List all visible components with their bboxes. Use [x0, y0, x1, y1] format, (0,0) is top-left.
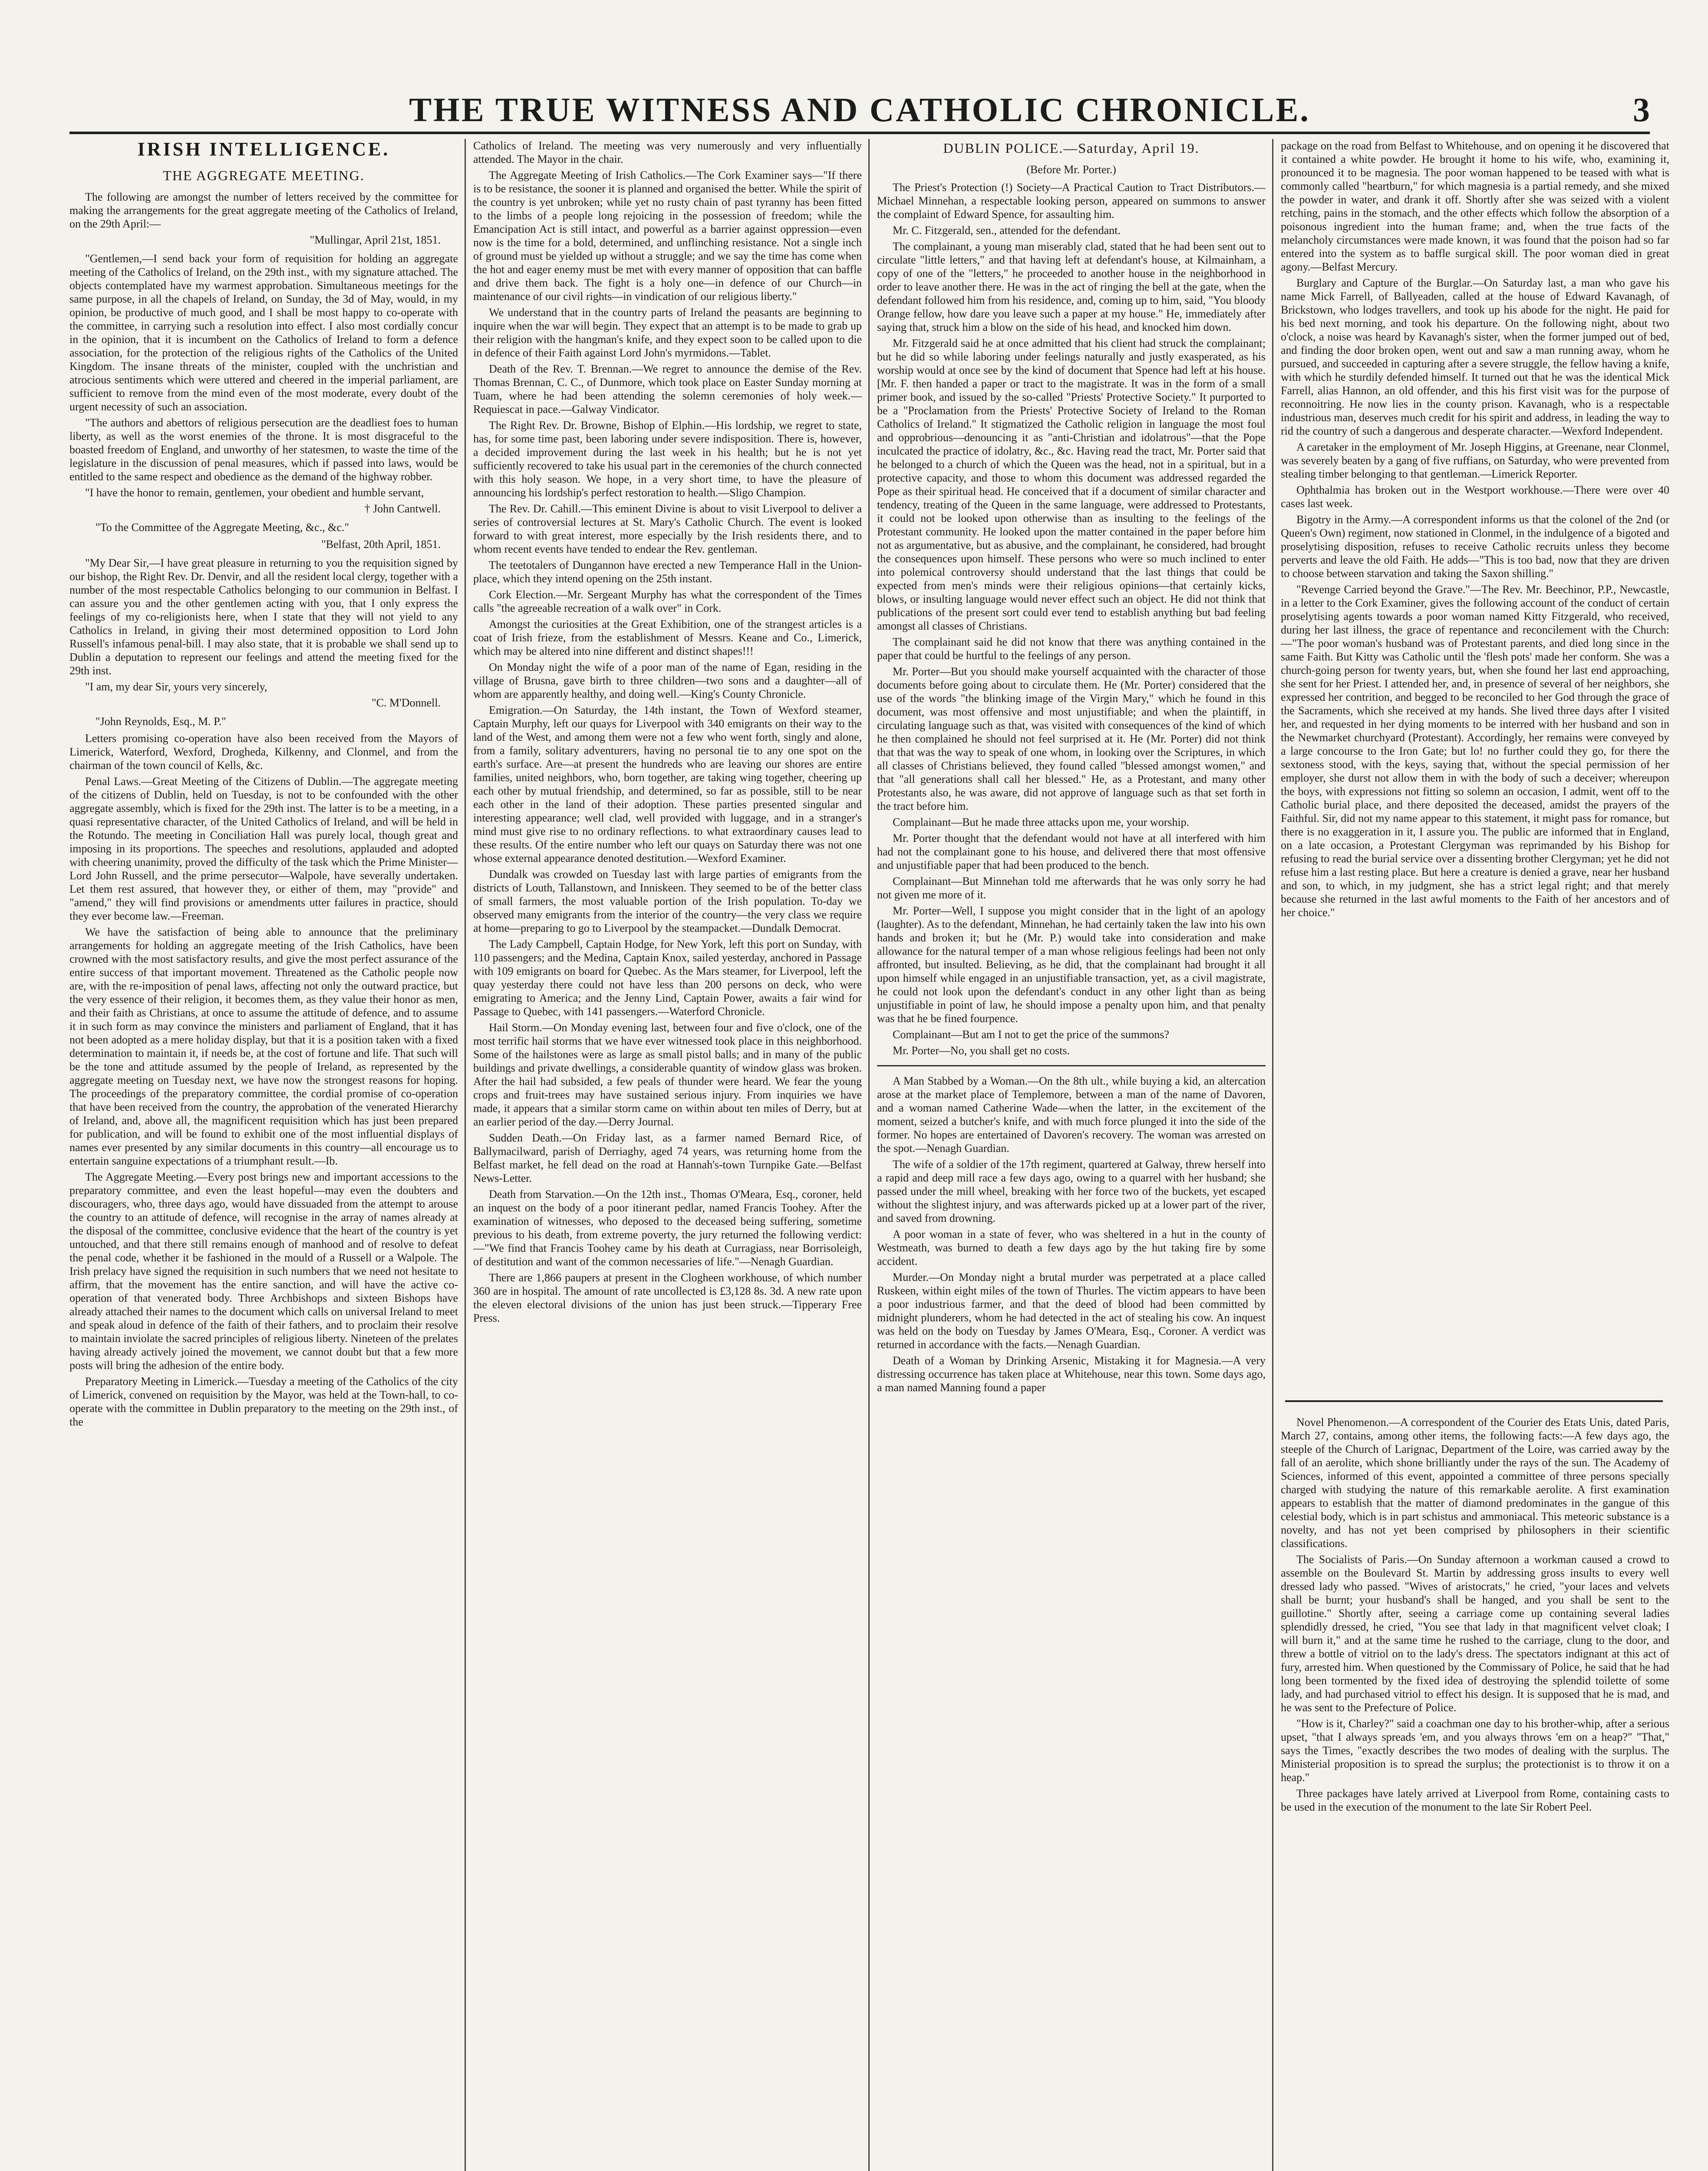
column-divider [1272, 139, 1273, 2171]
article-subheading: (Before Mr. Porter.) [1026, 163, 1116, 176]
article-paragraph: A poor woman in a state of fever, who was sheltered in a hut in the county of Westmeath, was burned to death a few days ago by the hut taking fire by some accident. [877, 1228, 1266, 1267]
column-1 [69, 139, 458, 2171]
column-3 [877, 139, 1266, 2171]
article-paragraph: Mr. Porter—Well, I suppose you might consider that in the light of an apology (laughter). As to the defendant, Minnehan, he had certainly taken the law into his own hands and broken it; but he (Mr. P.) would take into consideration and make allowance for the natural temper of a man whose religious feelings had been not only affronted, but insulted. Believing, as he did, that the complainant had brought it all upon himself while engaged in an unjustifiable transaction, yet, as a civil magistrate, he could not look upon the defendant's conduct in any other light than as being unjustifiable in point of law, he should impose a penalty upon him, and that penalty was that he be fined fourpence. [877, 904, 1266, 1025]
article-paragraph: Letters promising co-operation have also been received from the Mayors of Limerick, Waterford, Wexford, Drogheda, Kilkenny, and Clonmel, and from the chairman of the town council of Kells, &c. [69, 732, 458, 772]
article-paragraph: Mr. Porter thought that the defendant would not have at all interfered with him had not the complainant gone to his house, and delivered there that most offensive and unjustifiable paper that had been produced to the bench. [877, 832, 1266, 871]
article-paragraph: Complainant—But he made three attacks upon me, your worship. [893, 816, 1190, 828]
article-paragraph: A caretaker in the employment of Mr. Joseph Higgins, at Greenane, near Clonmel, was severely beaten by a gang of five ruffians, on Saturday, who were prevented from stealing timber belonging to that gentleman.—Limerick Reporter. [1281, 441, 1669, 480]
article-heading-aggregate-meeting: THE AGGREGATE MEETING. [163, 168, 365, 183]
article-arsenic: Death of a Woman by Drinking Arsenic, Mistaking it for Magnesia.—A very distressing occurrence has taken place at Whitehouse, near this town. Some days ago, a man named Manning found a paper [877, 1354, 1266, 1394]
letter-signature: "C. M'Donnell. [371, 696, 441, 709]
article-penal-laws: Penal Laws.—Great Meeting of the Citizens of Dublin.—The aggregate meeting of the citizens of Dublin, held on Tuesday, is not to be confounded with the other aggregate assembly, which is fixed for the 29th inst. The latter is to be a meeting, in a quasi representative character, of the United Catholics of Ireland, and will be held in the Rotundo. The meeting in Conciliation Hall was purely local, though great and imposing in its proportions. The speeches and resolutions, applauded and adopted with cheering unanimity, proved the difficulty of the task which the Prime Minister—Lord John Russell, and the prime persecutor—Walpole, have severally undertaken. Let them rest assured, that however they, or either of them, may "provide" and "amend," they will find provisions or amendments utter failures in practice, should they ever become law.—Freeman. [69, 775, 458, 922]
article-paragraph: We understand that in the country parts of Ireland the peasants are beginning to inquire when the war will begin. They expect that an attempt is to be made to grab up their religion with the hangman's knife, and they expect soon to be called upon to die in defence of their Faith against Lord John's myrmidons.—Tablet. [473, 306, 862, 359]
newspaper-title: THE TRUE WITNESS AND CATHOLIC CHRONICLE. [409, 91, 1310, 129]
article-paragraph: Mr. Porter—No, you shall get no costs. [893, 1044, 1070, 1057]
article-preparatory-meeting: Preparatory Meeting in Limerick.—Tuesday a meeting of the Catholics of the city of Limerick, convened on requisition by the Mayor, was held at the Town-hall, to co-operate with the committee in Dublin preparatory to the meeting on the 29th inst., of the [69, 1375, 458, 1428]
article-hail-storm: Hail Storm.—On Monday evening last, between four and five o'clock, one of the most terrific hail storms that we have ever witnessed took place in this neighborhood. Some of the hailstones were as large as small pistol balls; and in many of the public buildings and private dwellings, a considerable quantity of window glass was broken. After the hail had subsided, a few peals of thunder were heard. We fear the young crops and fruit-trees may have sustained serious injury. From inquiries we have made, it appears that a similar storm came on within about ten miles of Derry, but at an earlier period of the day.—Derry Journal. [473, 1021, 862, 1128]
article-paragraph: We have the satisfaction of being able to announce that the preliminary arrangements for holding an aggregate meeting of the Irish Catholics, have been crowned with the most satisfactory results, and give the most perfect assurance of the entire success of that important movement. Threatened as the Catholic people now are, with the re-imposition of penal laws, affecting not only the outward practice, but the very essence of their religion, it becomes them, as they value their honor as men, and their faith as Christians, at once to assume the attitude of defence, and to assume it in such form as may convince the ministers and parliament of England, that it has not been adopted as a mere holiday display, but that it is a position taken with a fixed determination to maintain it, if needs be, at the cost of fortune and life. That such will be the tone and attitude assumed by the people of Ireland, as represented by the aggregate meeting on Tuesday next, we have now the strongest reasons for hoping. The proceedings of the preparatory committee, the cordial promise of co-operation that have been received from the country, the approbation of the venerated Hierarchy of Ireland, and, above all, the magnificent requisition which has just been prepared for publication, and will be found to exhibit one of the most influential displays of names ever presented by any similar documents in this country—all encourage us to entertain sanguine expectations of a triumphant result.—Ib. [69, 926, 458, 1167]
article-paragraph: The wife of a soldier of the 17th regiment, quartered at Galway, threw herself into a rapid and deep mill race a few days ago, owing to a quarrel with her husband; she passed under the mill wheel, breaking with her force two of the buckets, yet escaped without the slightest injury, and was afterwards picked up at a lower part of the river, and saved from drowning. [877, 1158, 1266, 1224]
article-paragraph: The complainant said he did not know that there was anything contained in the paper that could be hurtful to the feelings of any person. [877, 636, 1266, 662]
article-paragraph: Three packages have lately arrived at Liverpool from Rome, containing casts to be used in the execution of the monument to the late Sir Robert Peel. [1281, 1787, 1669, 1813]
article-paragraph: "How is it, Charley?" said a coachman one day to his brother-whip, after a serious upset, "that I always spreads 'em, and you always throws 'em on a heap?" "That," says the Times, "exactly describes the two modes of dealing with the surplus. The Ministerial proposition is to spread the surplus; the protectionist is to throw it on a heap." [1281, 1717, 1669, 1784]
letter-close: "I have the honor to remain, gentlemen, your obedient and humble servant, [85, 486, 424, 499]
article-aggregate-meeting: The Aggregate Meeting.—Every post brings new and important accessions to the preparatory committee, and even the least hopeful—may even the doubters and discouragers, who, three days ago, would have dissuaded from the attempt to arouse the country to an attitude of defence, will recognise in the array of names already at the disposal of the committee, conclusive evidence that the heart of the country is yet untouched, and that there still remains enough of manhood and of resolve to defeat the penal code, whether it be fashioned in the mould of a Russell or a Walpole. The Irish prelacy have signed the requisition in such numbers that we need not hesitate to affirm, that the movement has the entire sanction, and will have the active co-operation of that venerated body. Three Archbishops and sixteen Bishops have already attached their names to the document which calls on universal Ireland to meet and speak aloud in defence of the faith of their fathers, and to proclaim their resolve to maintain inviolate the sacred principles of religious liberty. Nineteen of the prelates having already actively joined the movement, we cannot doubt but that a few more posts will bring the adhesion of the entire body. [69, 1171, 458, 1372]
page-number: 3 [1633, 91, 1650, 129]
article-paragraph: Complainant—But am I not to get the price of the summons? [893, 1028, 1169, 1041]
article-paragraph: The Aggregate Meeting of Irish Catholics.—The Cork Examiner says—"If there is to be resistance, the sooner it is planned and organised the better. While the spirit of the country is yet unbroken; while yet no rusty chain of past tyranny has been fitted to the limbs of a people long rejoicing in the possession of freedom; while the Emancipation Act is still intact, and powerful as a barrier against oppression—even now is the time for a bold, determined, and unflinching resistance. Not a single inch of ground must be yielded up without a struggle; and we say the time has come when the hot and eager enemy must be met with every manner of opposition that can baffle and drive them back. The fight is a holy one—in defence of our Church—in maintenance of our civil rights—in vindication of our religious liberty." [473, 169, 862, 303]
section-heading-irish-intelligence: IRISH INTELLIGENCE. [137, 139, 390, 160]
letter-address: "John Reynolds, Esq., M. P." [96, 715, 226, 728]
article-paragraph: There are 1,866 paupers at present in the Clogheen workhouse, of which number 360 are in hospital. The amount of rate uncollected is £3,128 8s. 3d. A new rate upon the eleven electoral divisions of the union has just been struck.—Tipperary Free Press. [473, 1271, 862, 1324]
article-cahill: The Rev. Dr. Cahill.—This eminent Divine is about to visit Liverpool to deliver a series of controversial lectures at St. Mary's Catholic Church. The event is looked forward to with great interest, more especially by the Irish residents there, and to whom recent events have tended to endear the Rev. gentleman. [473, 502, 862, 555]
article-murder: Murder.—On Monday night a brutal murder was perpetrated at a place called Ruskeen, within eight miles of the town of Thurles. The victim appears to have been a poor industrious farmer, and that the deed of blood had been committed by midnight plunderers, whom he had detected in the act of stealing his cow. An inquest was held on the body on Tuesday by James O'Meara, Esq., Coroner. A verdict was returned in accordance with the facts.—Nenagh Guardian. [877, 1271, 1266, 1351]
article-man-stabbed: A Man Stabbed by a Woman.—On the 8th ult., while buying a kid, an altercation arose at the market place of Templemore, between a man of the name of Davoren, and a woman named Catherine Wade—when the latter, in the excitement of the moment, seized a butcher's knife, and with much force plunged it into the side of the former. No hopes are entertained of Davoren's recovery. The woman was arrested on the spot.—Nenagh Guardian. [877, 1075, 1266, 1155]
column-divider [465, 139, 466, 2171]
article-emigration: Emigration.—On Saturday, the 14th instant, the Town of Wexford steamer, Captain Murphy, left our quays for Liverpool with 340 emigrants on their way to the land of the West, and among them were not a few who went forth, singly and alone, from a family, solitary adventurers, having no personal tie to any one spot on the earth's surface. Are—at present the hundreds who are leaving our shores are entire families, united neighbors, who, born together, are taking wing together, cheering up each other by mutual friendship, and determined, so far as possible, still to be near each other in the land of their adoption. These parties presented singular and interesting appearance; well clad, well provided with luggage, and in a stranger's mind must give rise to no ordinary reflections. to what extraordinary causes lead to these results. Of the entire number who left our quays on Saturday there was not one whose external appearance denoted destitution.—Wexford Examiner. [473, 704, 862, 864]
letter-dateline: "Belfast, 20th April, 1851. [321, 538, 441, 551]
masthead [69, 89, 1650, 130]
article-paragraph: Dundalk was crowded on Tuesday last with large parties of emigrants from the districts of Louth, Tallanstown, and Inniskeen. They seemed to be of the better class of small farmers, the most valuable portion of the Irish population. To-day we observed many emigrants from the interior of the country—the very class we require at home—preparing to go to Liverpool by the steampacket.—Dundalk Democrat. [473, 868, 862, 934]
article-bishop-elphin: The Right Rev. Dr. Browne, Bishop of Elphin.—His lordship, we regret to state, has, for some time past, been laboring under severe indisposition. There is, however, a decided improvement during the last week in his health; but he is not yet sufficiently recovered to take his usual part in the ceremonies of the church connected with this holy season. We hope, in a very short time, to have the pleasure of announcing his lordship's perfect restoration to health.—Sligo Champion. [473, 419, 862, 499]
article-divider [877, 1065, 1266, 1066]
column-2 [473, 139, 862, 2171]
article-paragraph: Catholics of Ireland. The meeting was very numerously and very influentially attended. The Mayor in the chair. [473, 139, 862, 165]
article-revenge: "Revenge Carried beyond the Grave."—The Rev. Mr. Beechinor, P.P., Newcastle, in a letter to the Cork Examiner, gives the following account of the conduct of certain proselytising agents towards a poor woman named Kitty Fitzgerald, who received, during her last illness, the grace of repentance and reconcilement with the Church:—"The poor woman's husband was of Protestant parents, and died long since in the same Faith. But Kitty was Catholic until the 'flesh pots' made her conform. She was a church-going person for twenty years, but, when she found her last end approaching, she sent for her Priest. I attended her, and, in presence of several of her neighbors, she expressed her contrition, and begged to be reconciled to her God through the grace of the Sacraments, which she received at my hands. She lived three days after I visited her, and requested in her dying moments to be interred with her husband and son in the Newmarket churchyard (Protestant). Accordingly, her remains were conveyed by a large concourse to the Iron Gate; but lo! no further could they go, for there the sextoness stood, with the keys, saying that, without the special permission of her employer, she durst not allow them in with the body of such a deceiver; whereupon the boys, with expressions not fitting so solemn an occasion, I admit, went off to the Catholic burial place, and there deposited the deceased, amidst the prayers of the Faithful. Sir, did not my name appear to this statement, it might pass for romance, but there is no exaggeration in it, I assure you. The public are informed that in England, on a late occasion, a Protestant Clergyman was reprimanded by his Bishop for refusing to read the burial service over a dissenting brother Clergyman; yet he did not refuse him a last resting place. But here a creature is denied a grave, near her husband and son, to which, in my judgment, she has a strict legal right; and that merely because she returned in the last awful moments to the Faith of her ancestors and of her choice." [1281, 583, 1669, 919]
column-divider [868, 139, 870, 2171]
article-paragraph: Amongst the curiosities at the Great Exhibition, one of the strangest articles is a coat of Irish frieze, from the establishment of Messrs. Keane and Co., Limerick, which may be altered into nine different and distinct shapes!!! [473, 618, 862, 657]
article-cork-election: Cork Election.—Mr. Sergeant Murphy has what the correspondent of the Times calls "the agreeable recreation of a walk over" in Cork. [473, 588, 862, 614]
article-paragraph: The teetotalers of Dungannon have erected a new Temperance Hall in the Union-place, which they intend opening on the 25th instant. [473, 559, 862, 585]
column-4-top [1281, 139, 1669, 1381]
masthead-rule [69, 132, 1650, 134]
letter-body: "The authors and abettors of religious persecution are the deadliest foes to human liberty, as well as the worst enemies of the throne. It is most disgraceful to the boasted freedom of England, and unworthy of her statesmen, to waste the time of the legislature in the discussion of penal measures, which if passed into laws, would be entitled to the same respect and obedience as the demand of the highway robber. [69, 416, 458, 483]
column-4-bottom [1281, 1415, 1669, 2171]
article-divider [1285, 1400, 1663, 1402]
article-starvation: Death from Starvation.—On the 12th inst., Thomas O'Meara, Esq., coroner, held an inquest on the body of a poor itinerant pedlar, named Francis Toohey. After the examination of witnesses, who deposed to the deceased being suffering, sometime previous to his death, from extreme poverty, the jury returned the following verdict:—"We find that Francis Toohey came by his death at Curragiass, near Borrisoleigh, of destitution and want of the common necessaries of life."—Nenagh Guardian. [473, 1188, 862, 1268]
article-death-brennan: Death of the Rev. T. Brennan.—We regret to announce the demise of the Rev. Thomas Brennan, C. C., of Dunmore, which took place on Easter Sunday morning at Tuam, where he had been attending the solemn ceremonies of holy week.—Requiescat in pace.—Galway Vindicator. [473, 363, 862, 416]
article-paragraph: Complainant—But Minnehan told me afterwards that he was only sorry he had not given me more of it. [877, 875, 1266, 901]
article-paragraph: On Monday night the wife of a poor man of the name of Egan, residing in the village of Brusna, gave birth to three children—two sons and a daughter—all of whom are apparently healthy, and doing well.—King's County Chronicle. [473, 661, 862, 700]
article-heading-dublin-police: DUBLIN POLICE.—Saturday, April 19. [943, 140, 1200, 156]
letter-dateline: "Mullingar, April 21st, 1851. [310, 234, 441, 246]
article-arsenic-continued: package on the road from Belfast to Whitehouse, and on opening it he discovered that it contained a white powder. He brought it home to his wife, who, examining it, pronounced it to be magnesia. The poor woman happened to be teased with what is commonly called "heartburn," for which magnesia is a partial remedy, and she mixed the powder in water, and drank it off. Shortly after she was seized with a violent retching, pains in the stomach, and the other effects which follow the absorption of a poisonous ingredient into the human frame; and, when the true facts of the melancholy circumstances were made known, it was found that the poison had so far entered into the system as to baffle surgical skill. The poor woman died in great agony.—Belfast Mercury. [1281, 139, 1669, 273]
letter-body: "My Dear Sir,—I have great pleasure in returning to you the requisition signed by our bishop, the Right Rev. Dr. Denvir, and all the resident local clergy, together with a number of the most respectable Catholics belonging to our communion in Belfast. I can assure you and the other gentlemen acting with you, that I only express the feelings of my co-religionists here, when I state that they will not yield to any Catholics in Ireland, in giving their most determined opposition to Lord John Russell's infamous penal-bill. I may also state, that it is probable we shall send up to Dublin a deputation to represent our feelings and attend the meeting fixed for the 29th inst. [69, 557, 458, 677]
article-socialists: The Socialists of Paris.—On Sunday afternoon a workman caused a crowd to assemble on the Boulevard St. Martin by addressing gross insults to every well dressed lady who passed. "Wives of aristocrats," he cried, "your laces and velvets shall be burnt; your husband's shall be hanged, and you shall be sent to the guillotine." Shortly after, seeing a carriage come up containing several ladies splendidly dressed, he cried, "You see that lady in that magnificent velvet cloak; I will burn it," and at the same time he rushed to the carriage, clung to the door, and threw a bottle of vitriol on to the lady's dress. The spectators indignant at this act of fury, arrested him. When questioned by the Commissary of Police, he said that he had long been tormented by the fixed idea of destroying the splendid toilette of some lady, and had purchased vitriol to effect his design. It is supposed that he is mad, and he was sent to the Prefecture of Police. [1281, 1553, 1669, 1714]
article-paragraph: Mr. Fitzgerald said he at once admitted that his client had struck the complainant; but he did so while laboring under feelings naturally and justly exasperated, as his worship would at once see by the kind of document that Spence had left at his house. [Mr. F. then handed a paper or tract to the magistrate. It was in the form of a small primer book, and issued by the so-called "Priests' Protective Society." It purported to be a "Proclamation from the Priests' Protective Society of Ireland to the Roman Catholics of Ireland." It stigmatized the Catholic religion in language the most foul and opprobrious—denouncing it as "anti-Christian and idolatrous"—that the Pope inculcated the practice of idolatry, &c., &c. Having read the tract, Mr. Porter said that he belonged to a church of which the Queen was the head, not in a spiritual, but in a protective capacity, and those to whom this document was addressed regarded the Pope as their spiritual head. He conceived that if a document of similar character and tendency, treating of the Queen in the same language, were addressed to Protestants, it could not be looked upon otherwise than as insulting to the feelings of the Protestant community. He looked upon the matter contained in the paper before him not as argumentative, but as abusive, and the complainant, he considered, had brought the consequences upon himself. These persons who were so much inclined to enter into polemical controversy should understand that the last things that could be expected from men's minds were their religious opinions—that certainly kicks, blows, or insulting language would never effect such an object. He did not think that publications of the present sort could ever tend to establish anything but bad feeling amongst all classes of Christians. [877, 337, 1266, 632]
letter-body: "Gentlemen,—I send back your form of requisition for holding an aggregate meeting of the Catholics of Ireland, on the 29th inst., with my signature attached. The objects contemplated have my warmest approbation. Simultaneous meetings for the same purpose, in all the chapels of Ireland, on Sunday, the 3d of May, would, in my opinion, be productive of much good, and I shall be most happy to co-operate with the committee, in carrying such a resolution into effect. I also most cordially concur in the opinion, that it is incumbent on the Catholics of Ireland to form a defence association, for the protection of the religious rights of the Catholics of the United Kingdom. The insane threats of the minister, coupled with the unchristian and atrocious sentiments which were uttered and cheered in the imperial parliament, are sufficient to remove from the mind even of the most moderate, every doubt of the urgent necessity of such an association. [69, 252, 458, 413]
article-paragraph: Mr. Porter—But you should make yourself acquainted with the character of those documents before going about to circulate them. He (Mr. Porter) considered that the use of the words "the blinking image of the Virgin Mary," which he found in this document, was most offensive and most unjustifiable; and when the plaintiff, in circulating language such as that, was visited with consequences of the kind of which he then complained he should not feel surprised at it. He (Mr. Porter) did not think that that was the way to speak of one whom, in looking over the Scriptures, in which all classes of Christians believed, they found called "blessed amongst women," and that "all generations shall call her blessed." He, as a Protestant, and many other Protestants also, he was aware, did not approve of language such as that set forth in the tract before him. [877, 665, 1266, 812]
letter-signature: † John Cantwell. [364, 502, 441, 515]
letter-address: "To the Committee of the Aggregate Meeting, &c., &c." [96, 521, 350, 534]
article-paragraph: The complainant, a young man miserably clad, stated that he had been sent out to circulate "little letters," and that having left at defendant's house, at Kilmainham, a copy of one of the "letters," he proceeded to another house in the neighborhood in order to leave another there. He was in the act of ringing the bell at the gate, when the defendant followed him from his residence, and, coming up to him, said, "You bloody Orange fellow, how dare you leave such a paper at my house." He, immediately after saying that, struck him a blow on the side of his head, and knocked him down. [877, 240, 1266, 333]
article-bigotry: Bigotry in the Army.—A correspondent informs us that the colonel of the 2nd (or Queen's Own) regiment, now stationed in Clonmel, in the indulgence of a bigoted and proselytising disposition, refuses to receive Catholic recruits unless they become perverts and leave the old Faith. He adds—"This is too bad, now that they are driven to choose between starvation and taking the Saxon shilling." [1281, 513, 1669, 580]
article-paragraph: The following are amongst the number of letters received by the committee for making the arrangements for the great aggregate meeting of the Catholics of Ireland, on the 29th April:— [69, 191, 458, 230]
article-novel-phenomenon: Novel Phenomenon.—A correspondent of the Courier des Etats Unis, dated Paris, March 27, contains, among other items, the following facts:—A few days ago, the steeple of the Church of Larignac, Department of the Loire, was carried away by the fall of an aerolite, which shone brilliantly under the rays of the sun. The Academy of Sciences, informed of this event, appointed a committee of three persons specially charged with studying the nature of this remarkable aerolite. A first examination appears to establish that the matter of diamond predominates in the gangue of this celestial body, which is in part schistus and ammoniacal. This meteoric substance is a novelty, and has not yet been comprised by philosophers in their scientific classifications. [1281, 1416, 1669, 1550]
article-priests-protection: The Priest's Protection (!) Society—A Practical Caution to Tract Distributors.—Michael Minnehan, a respectable looking person, appeared on summons to answer the complaint of Edward Spence, for assaulting him. [877, 181, 1266, 221]
article-burglary: Burglary and Capture of the Burglar.—On Saturday last, a man who gave his name Mick Farrell, of Ballyeaden, called at the house of Edward Kavanagh, of Brickstown, who lodges travellers, and took up his abode for the night. He paid for his bed next morning, and took his departure. On the following night, about two o'clock, a noise was heard by Kavanagh's sister, when the former jumped out of bed, and finding the door broken open, went out and saw a man running away, whom he pursued, and succeeded in capturing after a severe struggle, the fellow having a knife, with which he sturdily defended himself. It turned out that he was the identical Mick Farrell, alias Hannon, an old offender, and this his first visit was for the purpose of reconnoitring. He now lies in the county prison. Kavanagh, who is a respectable industrious man, deserves much credit for his spirit and address, in leading the way to rid the country of such a dangerous and desperate character.—Wexford Independent. [1281, 277, 1669, 437]
article-paragraph: The Lady Campbell, Captain Hodge, for New York, left this port on Sunday, with 110 passengers; and the Medina, Captain Knox, sailed yesterday, anchored in Passage with 109 emigrants on board for Quebec. As the Mars steamer, for Liverpool, left the quay yesterday there could not have less than 200 persons on deck, who were emigrating to America; and the Jenny Lind, Captain Power, awaits a fair wind for Passage to Quebec, with 141 passengers.—Waterford Chronicle. [473, 938, 862, 1018]
article-paragraph: Mr. C. Fitzgerald, sen., attended for the defendant. [893, 224, 1121, 237]
article-sudden-death: Sudden Death.—On Friday last, as a farmer named Bernard Rice, of Ballymacilward, parish of Derriaghy, aged 74 years, was returning home from the Belfast market, he fell dead on the road at Hannah's-town Turnpike Gate.—Belfast News-Letter. [473, 1132, 862, 1184]
letter-close: "I am, my dear Sir, yours very sincerely, [85, 680, 267, 693]
article-ophthalmia: Ophthalmia has broken out in the Westport workhouse.—There were over 40 cases last week. [1281, 484, 1669, 510]
